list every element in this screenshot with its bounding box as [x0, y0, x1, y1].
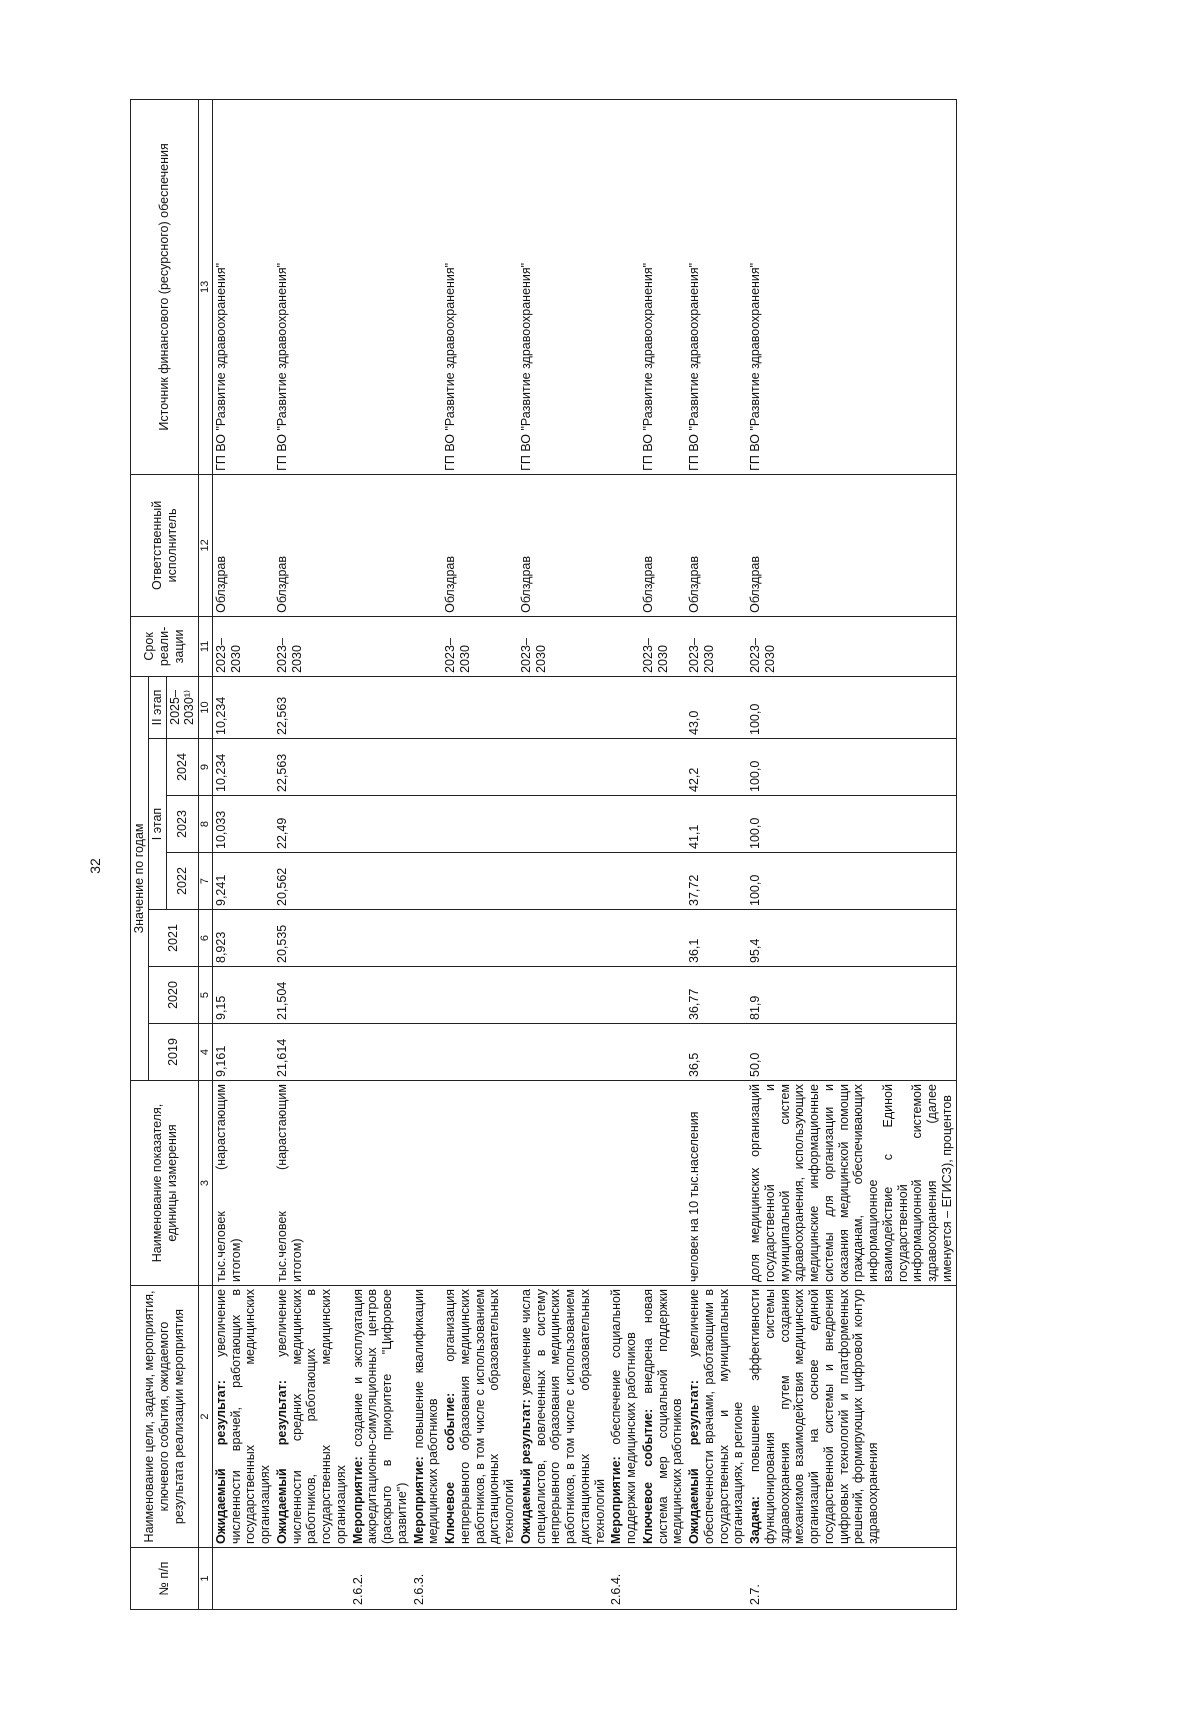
header-indicator: Наименование показателя, единицы измерения — [131, 1081, 199, 1286]
header-stage-1: I этап — [148, 739, 166, 910]
row-number — [442, 1548, 518, 1610]
row-value-2023 — [518, 796, 609, 853]
header-values-group: Значение по годам — [131, 676, 149, 1080]
row-value-2022 — [442, 853, 518, 910]
table-row — [442, 99, 518, 1609]
header-name: Наименование цели, задачи, мероприятия, ключевого события, ожидаемого результата реализации мероприятия — [131, 1286, 199, 1548]
row-number: 2.6.2. — [350, 1548, 411, 1610]
header-year-2021: 2021 — [148, 910, 198, 967]
row-value-2019 — [608, 1024, 640, 1081]
row-value-2019 — [442, 1024, 518, 1081]
row-value-2025 — [518, 676, 609, 738]
row-value-2025: 43,0 — [686, 676, 747, 738]
row-name — [350, 1286, 411, 1548]
row-number — [640, 1548, 686, 1610]
row-value-2021: 8,923 — [212, 910, 274, 967]
row-value-2022 — [411, 853, 443, 910]
row-responsible: Облздрав — [518, 474, 609, 616]
row-source: ГП ВО "Развитие здравоохранения" — [640, 99, 686, 474]
row-value-2024 — [350, 739, 411, 796]
row-value-2019 — [518, 1024, 609, 1081]
row-text: повышение эффективности функционирования системы здравоохранения путем создания механизмов взаимодействия медицинских организаций на основе единой государственной системы и внедрения цифровых технологий и платформенных решений, формирующих цифровой контур здравоохранения — [748, 1289, 881, 1544]
header-year-2020: 2020 — [148, 967, 198, 1024]
row-number — [686, 1548, 747, 1610]
row-responsible: Облздрав — [274, 474, 350, 616]
row-name — [747, 1286, 956, 1548]
row-value-2025: 10,234 — [212, 676, 274, 738]
row-value-2025: 100,0 — [747, 676, 956, 738]
row-value-2023 — [411, 796, 443, 853]
row-value-2025: 22,563 — [274, 676, 350, 738]
program-table — [130, 99, 957, 1610]
row-value-2019: 50,0 — [747, 1024, 956, 1081]
row-value-2024: 42,2 — [686, 739, 747, 796]
row-term: 2023–2030 — [442, 616, 518, 676]
row-source: ГП ВО "Развитие здравоохранения" — [518, 99, 609, 474]
header-stage-2: II этап — [148, 676, 166, 738]
table-row — [608, 99, 640, 1609]
row-value-2019: 21,614 — [274, 1024, 350, 1081]
row-term: 2023–2030 — [518, 616, 609, 676]
row-source — [608, 99, 640, 474]
row-responsible — [411, 474, 443, 616]
row-indicator — [608, 1081, 640, 1286]
row-value-2020 — [608, 967, 640, 1024]
row-responsible: Облздрав — [212, 474, 274, 616]
column-number: 10 — [199, 676, 213, 738]
table-row — [640, 99, 686, 1609]
row-value-2023: 22,49 — [274, 796, 350, 853]
row-number — [518, 1548, 609, 1610]
table-body — [212, 99, 956, 1609]
row-text: обеспечение социальной поддержки медицинских работников — [609, 1289, 639, 1544]
row-value-2021: 20,535 — [274, 910, 350, 967]
row-value-2023 — [442, 796, 518, 853]
table-row — [212, 99, 274, 1609]
row-value-2020 — [442, 967, 518, 1024]
row-value-2020 — [518, 967, 609, 1024]
row-label: Ожидаемый результат: — [518, 1399, 533, 1544]
header-term: Срок реали-зации — [131, 616, 199, 676]
row-source: ГП ВО "Развитие здравоохранения" — [212, 99, 274, 474]
row-text: увеличение обеспеченности врачами, работающими в государственных и муниципальных организациях, в регионе — [687, 1289, 746, 1544]
row-value-2022: 20,562 — [274, 853, 350, 910]
row-value-2025 — [640, 676, 686, 738]
table-header — [131, 99, 213, 1609]
row-term: 2023–2030 — [747, 616, 956, 676]
row-label: Ожидаемый результат: — [274, 1380, 289, 1544]
row-value-2021 — [442, 910, 518, 967]
row-value-2019: 9,161 — [212, 1024, 274, 1081]
row-number: 2.6.4. — [608, 1548, 640, 1610]
row-value-2020 — [640, 967, 686, 1024]
row-term: 2023–2030 — [274, 616, 350, 676]
table-row — [686, 99, 747, 1609]
row-number: 2.7. — [747, 1548, 956, 1610]
row-value-2019: 36,5 — [686, 1024, 747, 1081]
header-responsible: Ответственный исполнитель — [131, 474, 199, 616]
row-name — [274, 1286, 350, 1548]
row-number — [212, 1548, 274, 1610]
column-number: 9 — [199, 739, 213, 796]
row-indicator — [442, 1081, 518, 1286]
row-value-2021 — [608, 910, 640, 967]
row-source — [411, 99, 443, 474]
row-label: Ожидаемый результат: — [687, 1380, 702, 1544]
column-number: 3 — [199, 1081, 213, 1286]
column-number: 5 — [199, 967, 213, 1024]
column-number: 7 — [199, 853, 213, 910]
row-term — [608, 616, 640, 676]
row-name — [212, 1286, 274, 1548]
row-name — [442, 1286, 518, 1548]
table-row — [747, 99, 956, 1609]
page-number: 32 — [87, 858, 103, 874]
row-value-2020: 21,504 — [274, 967, 350, 1024]
row-text: увеличение численности средних медицинских работников, работающих в государственных медицинских организациях — [274, 1289, 348, 1544]
row-term: 2023–2030 — [212, 616, 274, 676]
row-value-2019 — [350, 1024, 411, 1081]
row-value-2021 — [640, 910, 686, 967]
row-value-2025 — [350, 676, 411, 738]
column-number: 13 — [199, 99, 213, 474]
row-label: Задача: — [748, 1496, 763, 1544]
row-indicator — [350, 1081, 411, 1286]
row-value-2022 — [640, 853, 686, 910]
table-row — [350, 99, 411, 1609]
column-number: 4 — [199, 1024, 213, 1081]
row-responsible: Облздрав — [686, 474, 747, 616]
row-value-2024 — [411, 739, 443, 796]
row-indicator — [411, 1081, 443, 1286]
row-value-2024 — [608, 739, 640, 796]
row-text: организация непрерывного образования медицинских работников, в том числе с использованием дистанционных образовательных технологий — [443, 1289, 517, 1544]
row-label: Ожидаемый результат: — [213, 1380, 228, 1544]
row-value-2020 — [350, 967, 411, 1024]
row-value-2021: 95,4 — [747, 910, 956, 967]
column-numbers-row — [199, 99, 213, 1609]
row-text: создание и эксплуатация аккредитационно-симуляционных центров (раскрыто в приоритете "Цифровое развитие") — [350, 1289, 409, 1544]
row-label: Мероприятие: — [350, 1456, 365, 1544]
row-value-2021: 36,1 — [686, 910, 747, 967]
row-source — [350, 99, 411, 474]
column-number: 2 — [199, 1286, 213, 1548]
row-value-2021 — [518, 910, 609, 967]
row-value-2025 — [608, 676, 640, 738]
row-value-2024: 22,563 — [274, 739, 350, 796]
row-name — [518, 1286, 609, 1548]
row-indicator: тыс.человек (нарастающим итогом) — [274, 1081, 350, 1286]
row-value-2022 — [518, 853, 609, 910]
row-value-2019 — [640, 1024, 686, 1081]
column-number: 8 — [199, 796, 213, 853]
row-name — [608, 1286, 640, 1548]
row-value-2025 — [411, 676, 443, 738]
row-value-2023: 41,1 — [686, 796, 747, 853]
row-value-2023 — [350, 796, 411, 853]
header-source: Источник финансового (ресурсного) обеспечения — [131, 99, 199, 474]
row-value-2025 — [442, 676, 518, 738]
column-number: 11 — [199, 616, 213, 676]
row-name — [686, 1286, 747, 1548]
header-num: № п/п — [131, 1548, 199, 1610]
row-text: повышение квалификации медицинских работников — [411, 1289, 441, 1544]
row-value-2022: 100,0 — [747, 853, 956, 910]
row-value-2024 — [640, 739, 686, 796]
row-value-2023: 10,033 — [212, 796, 274, 853]
header-year-2024: 2024 — [166, 739, 199, 796]
row-number: 2.6.3. — [411, 1548, 443, 1610]
row-text: внедрена новая система мер социальной поддержки медицинских работников — [640, 1288, 685, 1544]
row-value-2023: 100,0 — [747, 796, 956, 853]
header-year-2019: 2019 — [148, 1024, 198, 1081]
row-name — [640, 1286, 686, 1548]
row-value-2024: 100,0 — [747, 739, 956, 796]
row-responsible — [608, 474, 640, 616]
row-value-2022: 9,241 — [212, 853, 274, 910]
row-label: Ключевое событие: — [443, 1392, 458, 1544]
row-value-2022: 37,72 — [686, 853, 747, 910]
row-value-2024 — [518, 739, 609, 796]
row-value-2020 — [411, 967, 443, 1024]
row-number — [274, 1548, 350, 1610]
header-year-2023: 2023 — [166, 796, 199, 853]
header-year-2022: 2022 — [166, 853, 199, 910]
column-number: 12 — [199, 474, 213, 616]
row-source: ГП ВО "Развитие здравоохранения" — [686, 99, 747, 474]
row-label: Мероприятие: — [411, 1456, 426, 1544]
row-term — [350, 616, 411, 676]
row-term: 2023–2030 — [640, 616, 686, 676]
row-term: 2023–2030 — [686, 616, 747, 676]
row-text: увеличение численности врачей, работающих в государственных медицинских организациях — [213, 1289, 273, 1544]
row-value-2022 — [350, 853, 411, 910]
column-number: 1 — [199, 1548, 213, 1610]
row-value-2020: 81,9 — [747, 967, 956, 1024]
row-value-2021 — [350, 910, 411, 967]
row-value-2021 — [411, 910, 443, 967]
row-value-2024 — [442, 739, 518, 796]
row-indicator — [518, 1081, 609, 1286]
row-indicator: человек на 10 тыс.населения — [686, 1081, 747, 1286]
column-number: 6 — [199, 910, 213, 967]
table-row — [411, 99, 443, 1609]
row-responsible — [350, 474, 411, 616]
row-indicator: доля медицинских организаций государственной и муниципальной систем здравоохранения, использующих медицинские информационные системы для организации и оказания медицинской помощи гражданам, обеспечивающих информационное взаимодействие с Единой государственной информационной системой здравоохранения (далее именуется – ЕГИСЗ), процентов — [747, 1081, 956, 1286]
row-source: ГП ВО "Развитие здравоохранения" — [442, 99, 518, 474]
row-text: увеличение числа специалистов, вовлеченных в систему непрерывного образования медицинских работников, в том числе с использованием дистанционных образовательных технологий — [518, 1289, 607, 1544]
row-label: Мероприятие: — [609, 1456, 624, 1544]
row-value-2019 — [411, 1024, 443, 1081]
row-value-2020: 9,15 — [212, 967, 274, 1024]
header-year-2025-2030: 2025–2030¹⁾ — [166, 676, 199, 738]
row-value-2020: 36,77 — [686, 967, 747, 1024]
row-name — [411, 1286, 443, 1548]
row-responsible: Облздрав — [747, 474, 956, 616]
row-source: ГП ВО "Развитие здравоохранения" — [274, 99, 350, 474]
row-value-2023 — [608, 796, 640, 853]
row-indicator: тыс.человек (нарастающим итогом) — [212, 1081, 274, 1286]
row-responsible: Облздрав — [442, 474, 518, 616]
row-responsible: Облздрав — [640, 474, 686, 616]
rotated-page — [130, 100, 1175, 1610]
row-value-2023 — [640, 796, 686, 853]
row-value-2022 — [608, 853, 640, 910]
table-row — [518, 99, 609, 1609]
table-row — [274, 99, 350, 1609]
row-label: Ключевое событие: — [640, 1408, 655, 1544]
row-source: ГП ВО "Развитие здравоохранения" — [747, 99, 956, 474]
row-value-2024: 10,234 — [212, 739, 274, 796]
row-indicator — [640, 1081, 686, 1286]
row-term — [411, 616, 443, 676]
